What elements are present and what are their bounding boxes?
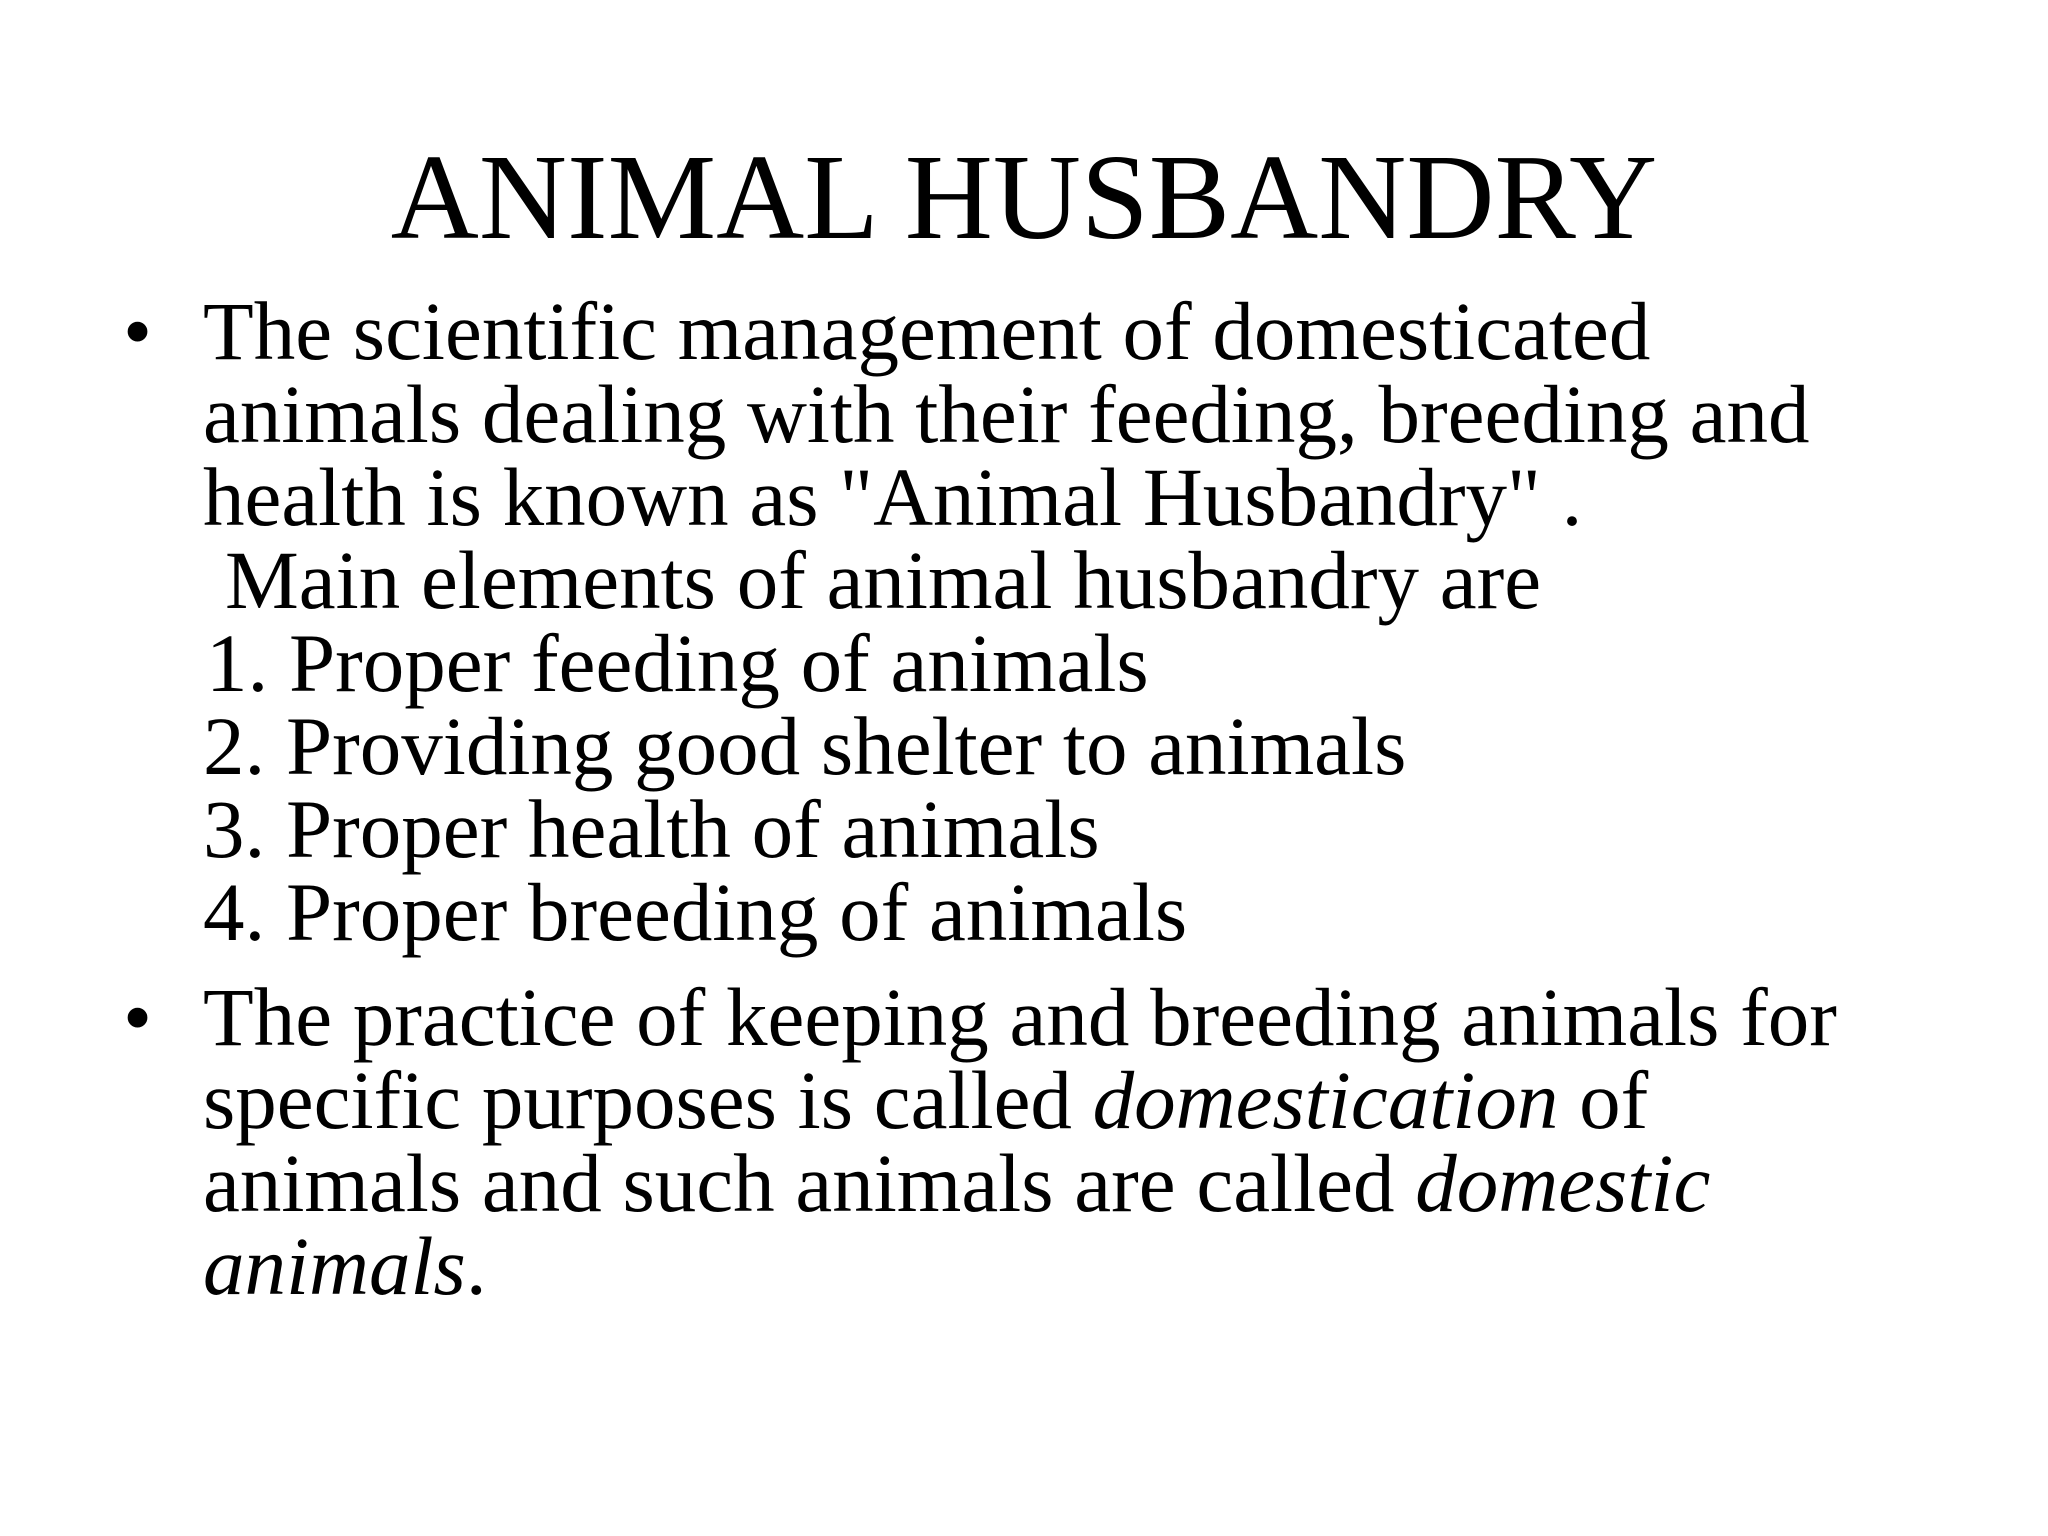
bullet-icon: • [123,971,153,1063]
bullet-icon: • [123,285,153,377]
slide-title: ANIMAL HUSBANDRY [390,130,1658,265]
list-item-shelter: 2. Providing good shelter to animals [203,700,1407,792]
bullet-2-line-4-period: . [465,1220,487,1312]
bullet-1-line-4: Main elements of animal husbandry are [225,534,1542,626]
bullet-point-domestication [0,971,2048,1312]
bullet-1-line-2: animals dealing with their feeding, breeding and [203,368,1810,460]
term-domestication: domestication [1092,1054,1559,1146]
bullet-2-line-1: The practice of keeping and breeding animals for [203,971,1837,1063]
bullet-2-line-2-text-b: of [1558,1054,1649,1146]
bullet-2-line-3-text-a: animals and such animals are called [203,1137,1416,1229]
list-item-breeding: 4. Proper breeding of animals [203,866,1188,958]
bullet-2-line-3 [203,1137,2048,1229]
bullet-1-line-1: The scientific management of domesticated [203,285,1651,377]
list-item-feeding: 1. Proper feeding of animals [206,617,1149,709]
term-domestic: domestic [1415,1137,1711,1229]
bullet-2-line-4 [203,1220,2048,1312]
bullet-point-husbandry-definition [0,285,2048,958]
term-animals: animals [203,1220,466,1312]
list-item-health: 3. Proper health of animals [203,783,1100,875]
bullet-2-line-2-text-a: specific purposes is called [203,1054,1093,1146]
bullet-2-line-2 [203,1054,2048,1146]
slide-body [0,285,2048,1312]
bullet-1-line-3: health is known as "Animal Husbandry" . [203,451,1583,543]
